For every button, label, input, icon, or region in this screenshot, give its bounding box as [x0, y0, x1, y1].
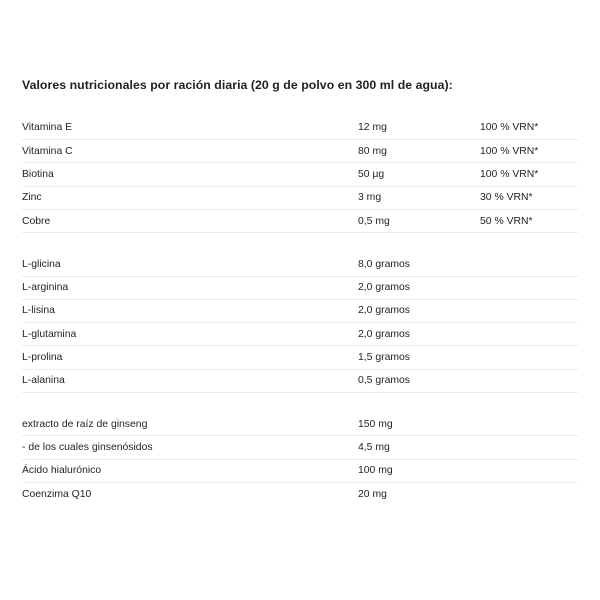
nutrient-amount: 1,5 gramos	[358, 346, 480, 369]
table-row	[22, 186, 578, 209]
nutrient-vrn: 100 % VRN*	[480, 163, 578, 186]
group-spacer-cell	[22, 233, 358, 254]
nutrient-amount: 50 µg	[358, 163, 480, 186]
nutrient-vrn: 100 % VRN*	[480, 140, 578, 163]
group-spacer-cell	[358, 233, 480, 254]
nutrient-amount: 3 mg	[358, 186, 480, 209]
table-row	[22, 369, 578, 392]
nutrient-vrn	[480, 413, 578, 436]
group-spacer-cell	[358, 393, 480, 414]
table-row	[22, 346, 578, 369]
nutrient-name: L-lisina	[22, 299, 358, 322]
nutrient-name: Cobre	[22, 209, 358, 232]
table-row	[22, 117, 578, 140]
nutrient-amount: 4,5 mg	[358, 436, 480, 459]
table-row	[22, 163, 578, 186]
nutrient-name: Zinc	[22, 186, 358, 209]
nutrient-name: Biotina	[22, 163, 358, 186]
table-row	[22, 436, 578, 459]
nutrient-vrn	[480, 482, 578, 505]
table-row	[22, 482, 578, 505]
group-spacer-cell	[480, 233, 578, 254]
nutrient-name: L-glicina	[22, 253, 358, 276]
group-spacer-cell	[480, 393, 578, 414]
table-row	[22, 299, 578, 322]
page-title: Valores nutricionales por ración diaria (20 g de polvo en 300 ml de agua):	[22, 78, 453, 92]
nutrient-vrn	[480, 299, 578, 322]
nutrient-name: Vitamina C	[22, 140, 358, 163]
nutrient-amount: 150 mg	[358, 413, 480, 436]
nutrient-amount: 8,0 gramos	[358, 253, 480, 276]
nutrient-amount: 0,5 gramos	[358, 369, 480, 392]
nutrient-vrn	[480, 276, 578, 299]
nutrient-amount: 2,0 gramos	[358, 299, 480, 322]
table-row	[22, 323, 578, 346]
nutrient-name: Coenzima Q10	[22, 488, 92, 500]
nutrient-vrn	[480, 369, 578, 392]
nutrient-vrn: 100 % VRN*	[480, 117, 578, 140]
table-row	[22, 140, 578, 163]
table-row	[22, 459, 578, 482]
nutrition-table-body	[22, 117, 578, 505]
nutrient-amount: 100 mg	[358, 459, 480, 482]
nutrient-name: L-alanina	[22, 369, 358, 392]
nutrition-table	[22, 117, 578, 505]
table-row	[22, 209, 578, 232]
nutrient-amount: 80 mg	[358, 140, 480, 163]
nutrient-name: extracto de raíz de ginseng	[22, 413, 358, 436]
nutrient-amount: 0,5 mg	[358, 209, 480, 232]
nutrient-name: Ácido hialurónico	[22, 459, 358, 482]
nutrient-name: Vitamina E	[22, 117, 358, 140]
nutrient-vrn	[480, 323, 578, 346]
nutrient-amount: 12 mg	[358, 117, 480, 140]
group-spacer-cell	[22, 393, 358, 414]
nutrient-vrn	[480, 346, 578, 369]
nutrient-name: L-prolina	[22, 346, 358, 369]
nutrient-vrn: 50 % VRN*	[480, 209, 578, 232]
nutrient-amount: 20 mg	[358, 488, 387, 500]
nutrient-amount: 2,0 gramos	[358, 323, 480, 346]
nutrient-amount: 2,0 gramos	[358, 276, 480, 299]
nutrient-vrn	[480, 253, 578, 276]
table-row	[22, 276, 578, 299]
nutrient-vrn	[480, 459, 578, 482]
nutrient-name: L-glutamina	[22, 323, 358, 346]
table-row	[22, 413, 578, 436]
nutrient-name: - de los cuales ginsenósidos	[22, 436, 358, 459]
group-spacer	[22, 233, 578, 254]
table-row	[22, 253, 578, 276]
nutrient-name: L-arginina	[22, 276, 358, 299]
nutrient-vrn: 30 % VRN*	[480, 186, 578, 209]
group-spacer	[22, 393, 578, 414]
nutrient-vrn	[480, 436, 578, 459]
